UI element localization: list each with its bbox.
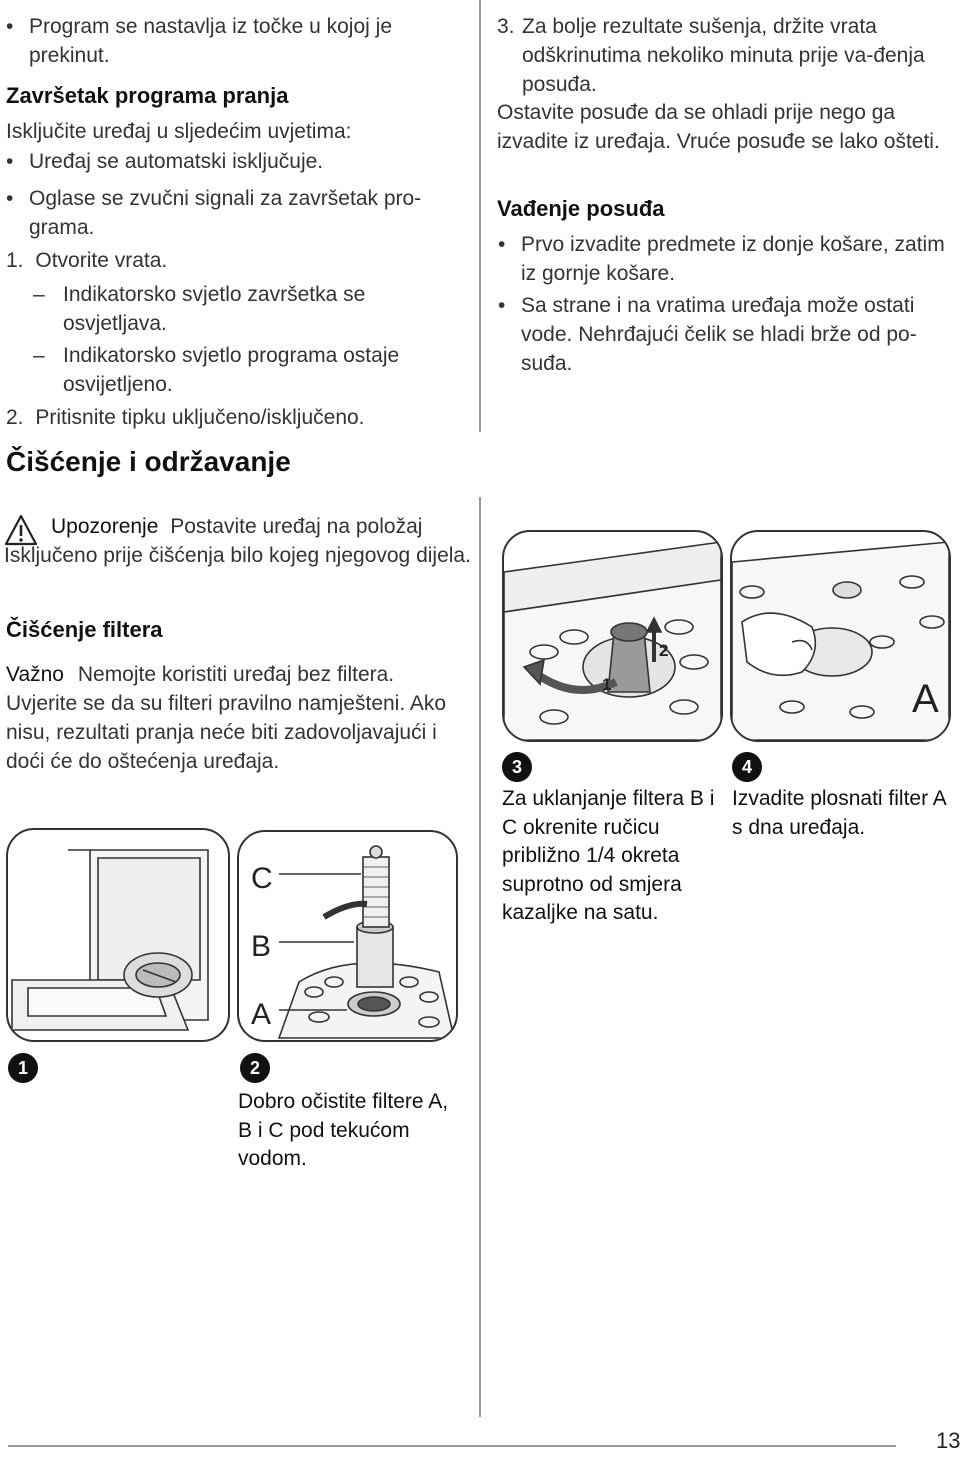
figure-4-caption: Izvadite plosnati filter A s dna uređaja. <box>732 787 946 839</box>
warning-label: Upozorenje <box>51 515 159 538</box>
bullet-water-remains: • Sa strane i na vratima uređaja može ostati vode. Nehrđajući čelik se hladi brže od po-suđa. <box>521 291 957 378</box>
figure-3-turn-handle <box>502 530 723 742</box>
turn-handle-illustration <box>504 532 721 740</box>
bullet-signals: • Oglase se zvučni signali za završetak pro-grama. <box>29 184 449 242</box>
arrow-label-2: 2 <box>659 641 669 660</box>
filter-a-label: A <box>912 677 939 721</box>
step-3-text: Za bolje rezultate sušenja, držite vrata odškrinutima nekoliko minuta prije va-đenja posuđa. <box>522 15 925 96</box>
important-text: Nemojte koristiti uređaj bez filtera. Uvjerite se da su filteri pravilno namješteni. Ako nisu, rezultati pranja neće biti zadovoljavajući i doći će do oštećenja uređaja. <box>6 663 447 773</box>
filters-illustration <box>239 832 456 1040</box>
dishwasher-illustration <box>8 830 228 1040</box>
step-2 <box>6 403 476 432</box>
dash-finish-light: – Indikatorsko svjetlo završetka se osvjetljava. <box>63 280 463 338</box>
arrow-label-1: 1 <box>602 675 612 694</box>
column-divider-top <box>479 0 481 432</box>
filter-label-c: C <box>251 862 273 895</box>
figure-2-number: 2 <box>240 1053 270 1083</box>
section-title-cleaning: Čišćenje i održavanje <box>6 446 291 477</box>
warning-icon <box>4 514 38 546</box>
bullet-unload-order: • Prvo izvadite predmete iz donje košare, zatim iz gornje košare. <box>521 230 951 288</box>
figure-4-remove-filter <box>730 530 951 742</box>
important-note <box>6 660 466 776</box>
page-number: 13 <box>936 1428 960 1453</box>
figure-1-number: 1 <box>8 1053 38 1083</box>
filter-label-b: B <box>251 930 272 963</box>
dash-program-light: – Indikatorsko svjetlo programa ostaje osvijetljeno. <box>63 341 463 399</box>
step-1-text: Otvorite vrata. <box>35 249 168 272</box>
step-1 <box>6 246 466 275</box>
wash-end-intro: Isključite uređaj u sljedećim uvjetima: <box>6 120 352 143</box>
remove-filter-illustration <box>732 532 949 740</box>
important-label: Važno <box>6 663 64 686</box>
bullet-program-continues: • Program se nastavlja iz točke u kojoj je prekinut. <box>29 12 469 70</box>
filter-label-a: A <box>251 998 272 1031</box>
step-2-text: Pritisnite tipku uključeno/isključeno. <box>35 406 365 429</box>
heading-wash-end: Završetak programa pranja <box>6 83 289 108</box>
step-1-number: 1. <box>6 249 24 272</box>
figure-3-caption: Za uklanjanje filtera B i C okrenite ručicu približno 1/4 okreta suprotno od smjera kazaljke na satu. <box>502 787 715 924</box>
step-3-number: 3. <box>497 15 515 38</box>
figure-2-caption: Dobro očistite filtere A, B i C pod tekućom vodom. <box>238 1090 449 1170</box>
heading-unloading: Vađenje posuđa <box>497 196 665 221</box>
bullet-auto-off: • Uređaj se automatski isključuje. <box>29 147 469 176</box>
warning-block <box>4 512 474 570</box>
step-2-number: 2. <box>6 406 24 429</box>
warning-text: Upozorenje Postavite uređaj na položaj Isključeno prije čišćenja bilo kojeg njegovog dijela. <box>4 515 471 567</box>
figure-2-filters <box>237 830 458 1042</box>
figure-1-dishwasher <box>6 828 230 1042</box>
cool-down-paragraph: Ostavite posuđe da se ohladi prije nego ga izvadite iz uređaja. Vruće posuđe se lako ošteti. <box>497 101 940 153</box>
figure-3-number: 3 <box>502 752 532 782</box>
heading-filter-cleaning: Čišćenje filtera <box>6 617 163 642</box>
column-divider-bottom <box>479 497 481 1417</box>
figure-4-number: 4 <box>732 752 762 782</box>
footer-rule <box>8 1445 896 1447</box>
step-3 <box>497 12 957 99</box>
